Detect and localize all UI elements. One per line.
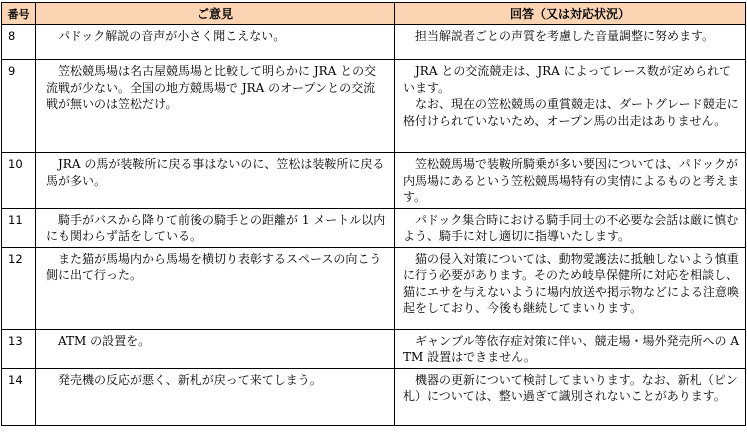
row-number: 10 — [2, 153, 36, 209]
row-number: 8 — [2, 25, 36, 60]
table-row — [2, 60, 746, 153]
row-answer — [395, 247, 746, 329]
row-opinion — [36, 368, 395, 425]
row-opinion — [36, 25, 395, 60]
row-answer — [395, 60, 746, 153]
row-answer — [395, 153, 746, 209]
row-number: 13 — [2, 329, 36, 368]
opinion-text: また猫が馬場内から馬場を横切り表彰するスペースの向こう側に出て行った。 — [46, 251, 382, 282]
table-row — [2, 329, 746, 368]
row-number: 11 — [2, 208, 36, 247]
header-number: 番号 — [2, 3, 36, 25]
opinion-text: 発売機の反応が悪く、新札が戻って来てしまう。 — [58, 372, 322, 387]
row-opinion — [36, 60, 395, 153]
row-opinion — [36, 153, 395, 209]
answer-text: ギャンブル等依存症対策に伴い、競走場・場外発売所への ATM 設置はできません。 — [403, 333, 740, 364]
row-number: 9 — [2, 60, 36, 153]
header-answer: 回答（又は対応状況） — [395, 3, 746, 25]
table-row — [2, 25, 746, 60]
opinion-text: ATM の設置を。 — [58, 333, 151, 348]
row-opinion — [36, 208, 395, 247]
opinion-text: 騎手がバスから降りて前後の騎手との距離が 1 メートル以内にも関わらず話をしている。 — [46, 212, 386, 243]
row-opinion — [36, 247, 395, 329]
opinion-text: 笠松競馬場は名古屋競馬場と比較して明らかに JRA との交流戦が少ない。全国の地方競馬場で JRA のオープンとの交流戦が無いのは笠松だけ。 — [46, 64, 377, 111]
answer-text: パドック集合時における騎手同士の不必要な会話は厳に慎むよう、騎手に対し適切に指導いたします。 — [403, 212, 739, 243]
row-answer — [395, 208, 746, 247]
table-row — [2, 208, 746, 247]
table-row — [2, 247, 746, 329]
opinion-text: パドック解説の音声が小さく聞こえない。 — [58, 29, 286, 43]
row-number: 12 — [2, 247, 36, 329]
table-header-row — [2, 3, 746, 25]
row-answer — [395, 25, 746, 60]
opinions-table-container — [1, 2, 745, 426]
opinion-text: JRA の馬が装鞍所に戻る事はないのに、笠松は装鞍所に戻る馬が多い。 — [46, 157, 385, 188]
row-answer — [395, 329, 746, 368]
answer-text: 担当解説者ごとの声質を考慮した音量調整に努めます。 — [415, 29, 715, 43]
row-opinion — [36, 329, 395, 368]
answer-text: 笠松競馬場で装鞍所騎乗が多い要因については、パドックが内馬場にあるという笠松競馬場特有の実情によるものと考えます。 — [403, 157, 740, 204]
header-opinion: ご意見 — [36, 3, 395, 25]
answer-text: なお、現在の笠松競馬の重賞競走は、ダートグレード競走に格付けられていないため、オープン馬の出走はありません。 — [403, 97, 739, 128]
answer-text: 猫の侵入対策については、動物愛護法に抵触しないよう慎重に行う必要があります。そのため岐阜保健所に対応を相談し、猫にエサを与えないように場内放送や掲示物などによる注意喚起をしており、今後も継続してまいります。 — [403, 251, 740, 315]
answer-text: 機器の更新について検討してまいります。なお、新札（ピン札）については、整い過ぎて識別されないことがあります。 — [403, 372, 738, 403]
row-number: 14 — [2, 368, 36, 425]
answer-text: JRA との交流競走は、JRA によってレース数が定められています。 — [403, 64, 732, 95]
opinions-table — [1, 2, 746, 426]
table-row — [2, 368, 746, 425]
table-row — [2, 153, 746, 209]
row-answer — [395, 368, 746, 425]
